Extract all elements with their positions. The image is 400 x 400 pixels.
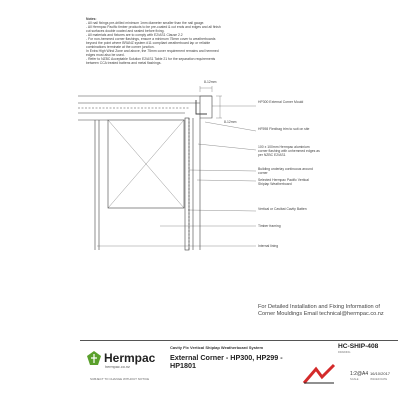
hermpac-logo: [86, 347, 156, 387]
callout-cavity-batten: Vertical or Cavibat Cavity Batten: [258, 207, 307, 211]
notes-heading: Notes:: [86, 17, 97, 21]
note-item: - All materials and fixtures are to comply with E2/AS1 Clause 2.2: [86, 33, 183, 37]
corner-mould: [200, 96, 212, 118]
callout-weatherboard: Selected Hermpac Pacific Vertical Shiplap Weatherboard: [258, 178, 309, 186]
system-title: Cavity Fix Vertical Shiplap Weatherboard System: [170, 345, 264, 350]
timber-framing-cross: [108, 120, 184, 208]
brand-website: hermpac.co.nz: [105, 365, 130, 369]
leader-line: [197, 180, 256, 181]
callout-corner-mould: HP300 External Corner Mould: [258, 100, 304, 104]
callout-flexibag-trim: HF598 Flexibag trim to suit on site: [258, 127, 310, 131]
callout-building-underlay: Building underlay continuous around corner: [258, 167, 313, 175]
drawing-title: External Corner - HP300, HP299 - HP1801: [170, 353, 283, 371]
drawing-scale-label: SCALE: [350, 378, 359, 381]
leader-line: [189, 170, 256, 171]
note-item: - For non-hemmed corner flashings, ensure a minimum 75mm cover to weatherboards beyond the point where BRANZ system #11 compliant weatherboard lap or reliable combinations terminate at the corner junction.: [86, 37, 216, 49]
note-item: - All Hermpac Pacific timber products to be pre-coated & cut ends and edges and all finish cut surfaces double coated and sealed before fixing.: [86, 25, 221, 33]
corner-flashing: [196, 100, 207, 114]
dimension-line: [200, 86, 212, 92]
drawing-number-label: DRAWING: [338, 351, 351, 354]
callout-corner-flashing: 100 x 100mm Hermpac aluminium corner flashing with unhemmed edges as per NZBC E2/AS1: [258, 145, 320, 157]
drawing-number: HC-SHIP-408: [338, 343, 379, 350]
dimension-line: [216, 96, 222, 118]
installation-note: For Detailed Installation and Fixing Information of Corner Mouldings Email technical@hermpac.co.nz: [258, 304, 384, 317]
dimension-top-label: 8-12mm: [204, 80, 217, 84]
note-item: In Extra High Wind Zone and above, the 75mm cover requirement remains and hemmed edges must also be used.: [86, 49, 219, 57]
title-block: [80, 340, 398, 389]
note-item: - All nail fixings pre-drilled minimum 1mm diameter smaller than the nail gauge.: [86, 21, 205, 25]
hermpac-leaf-icon: [86, 350, 102, 366]
issued-date: 16/10/2017: [370, 371, 391, 376]
brand-name: Hermpac: [104, 351, 156, 365]
nz-made-icon: [302, 363, 336, 385]
callout-internal-lining: Internal lining: [258, 244, 279, 248]
dimension-side-label: 8-12mm: [224, 120, 237, 124]
drawing-scale: 1:2@A4: [350, 371, 369, 377]
leader-line: [188, 210, 256, 211]
change-warning: SUBJECT TO CHANGE WITHOUT NOTICE: [90, 377, 150, 381]
callout-timber-framing: Timber framing: [258, 224, 281, 228]
cavity-batten-vertical: [185, 118, 189, 250]
issued-date-label: ISSUED DATE: [370, 378, 388, 381]
leader-line: [198, 144, 256, 150]
note-item: - Refer to NZBC Acceptable Solution E2/AS1 Table 21 for the separation requirements between CCA treated battens and metal flashings.: [86, 57, 216, 65]
